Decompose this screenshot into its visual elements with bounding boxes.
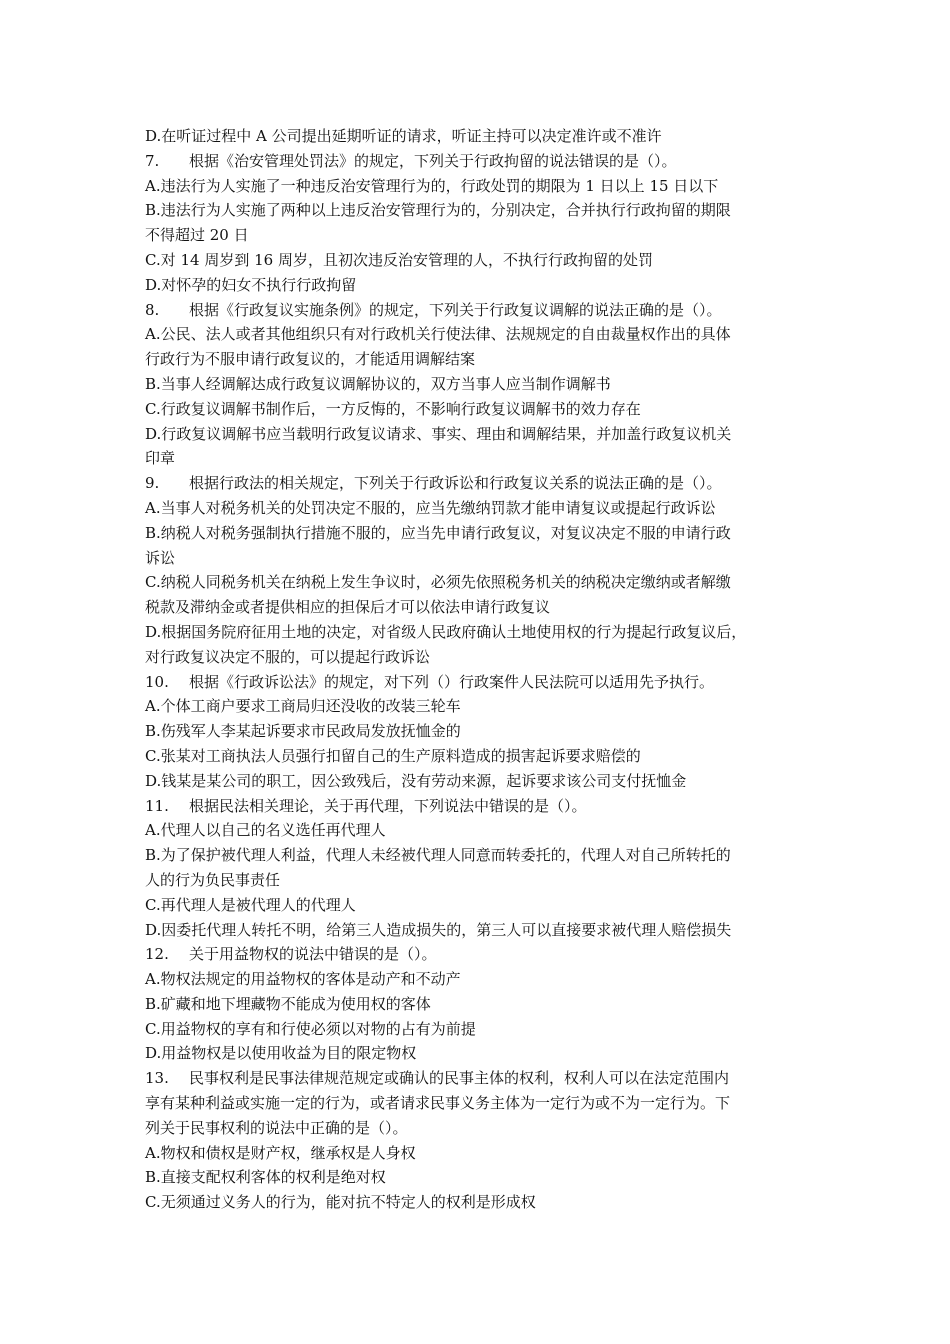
question-number: 7.	[145, 151, 160, 170]
text-line: A.物权和债权是财产权，继承权是人身权	[145, 1143, 416, 1162]
text-line: B.当事人经调解达成行政复议调解协议的，双方当事人应当制作调解书	[145, 374, 611, 393]
text-line: 对行政复议决定不服的，可以提起行政诉讼	[145, 647, 431, 666]
document-page	[145, 124, 825, 1215]
question-text: 根据《行政复议实施条例》的规定，下列关于行政复议调解的说法正确的是（）。	[189, 300, 722, 319]
text-line: C.纳税人同税务机关在纳税上发生争议时，必须先依照税务机关的纳税决定缴纳或者解缴	[145, 573, 731, 592]
text-line: C.对 14 周岁到 16 周岁，且初次违反治安管理的人，不执行行政拘留的处罚	[145, 250, 653, 269]
text-line: C.用益物权的享有和行使必须以对物的占有为前提	[145, 1019, 476, 1038]
text-line: 印章	[145, 449, 176, 468]
question-number: 11.	[145, 796, 169, 815]
text-line: 税款及滞纳金或者提供相应的担保后才可以依法申请行政复议	[145, 598, 551, 617]
question-line	[145, 670, 825, 695]
text-line: C.行政复议调解书制作后，一方反悔的，不影响行政复议调解书的效力存在	[145, 399, 641, 418]
text-line: D.在听证过程中 A 公司提出延期听证的请求，听证主持可以决定准许或不准许	[145, 127, 662, 145]
text-line: B.矿藏和地下埋藏物不能成为使用权的客体	[145, 994, 431, 1013]
text-line: B.直接支配权利客体的权利是绝对权	[145, 1168, 386, 1187]
text-line: D.根据国务院府征用土地的决定，对省级人民政府确认土地使用权的行为提起行政复议后，	[145, 622, 747, 641]
text-line: 人的行为负民事责任	[145, 870, 281, 889]
question-number: 10.	[145, 672, 169, 691]
question-number: 9.	[145, 474, 160, 493]
text-line: B.为了保护被代理人利益，代理人未经被代理人同意而转委托的，代理人对自己所转托的	[145, 846, 731, 865]
question-line	[145, 471, 825, 496]
question-text: 关于用益物权的说法中错误的是（）。	[189, 945, 437, 964]
text-line: C.无须通过义务人的行为，能对抗不特定人的权利是形成权	[145, 1193, 536, 1212]
text-line: A.个体工商户要求工商局归还没收的改装三轮车	[145, 697, 461, 716]
question-text: 根据民法相关理论，关于再代理，下列说法中错误的是（）。	[189, 796, 587, 815]
text-line: A.物权法规定的用益物权的客体是动产和不动产	[145, 970, 461, 989]
question-line	[145, 794, 825, 819]
question-line	[145, 942, 825, 967]
question-number: 12.	[145, 945, 169, 964]
text-line: D.钱某是某公司的职工，因公致残后，没有劳动来源，起诉要求该公司支付抚恤金	[145, 771, 687, 790]
text-line: C.张某对工商执法人员强行扣留自己的生产原料造成的损害起诉要求赔偿的	[145, 746, 641, 765]
question-line	[145, 298, 825, 323]
text-line: B.纳税人对税务强制执行措施不服的，应当先申请行政复议，对复议决定不服的申请行政	[145, 523, 731, 542]
text-line: D.因委托代理人转托不明，给第三人造成损失的，第三人可以直接要求被代理人赔偿损失	[145, 920, 732, 939]
question-number: 13.	[145, 1069, 169, 1088]
text-line: A.代理人以自己的名义选任再代理人	[145, 821, 386, 840]
text-line: 享有某种利益或实施一定的行为，或者请求民事义务主体为一定行为或不为一定行为。下	[145, 1094, 731, 1113]
text-line: B.伤残军人李某起诉要求市民政局发放抚恤金的	[145, 722, 461, 741]
text-line: B.违法行为人实施了两种以上违反治安管理行为的，分别决定，合并执行行政拘留的期限	[145, 201, 731, 220]
text-line: 列关于民事权利的说法中正确的是（）。	[145, 1118, 408, 1137]
text-line: C.再代理人是被代理人的代理人	[145, 895, 356, 914]
question-line	[145, 149, 825, 174]
question-text: 根据《行政诉讼法》的规定，对下列（）行政案件人民法院可以适用先予执行。	[189, 672, 715, 691]
text-line: 不得超过 20 日	[145, 226, 249, 245]
question-line	[145, 1066, 825, 1091]
text-line: A.当事人对税务机关的处罚决定不服的，应当先缴纳罚款才能申请复议或提起行政诉讼	[145, 498, 716, 517]
text-line: D.行政复议调解书应当载明行政复议请求、事实、理由和调解结果，并加盖行政复议机关	[145, 424, 732, 443]
text-line: D.对怀孕的妇女不执行行政拘留	[145, 275, 357, 294]
question-text: 根据行政法的相关规定，下列关于行政诉讼和行政复议关系的说法正确的是（）。	[189, 474, 722, 493]
text-line: 行政行为不服申请行政复议的，才能适用调解结案	[145, 350, 476, 369]
text-line: A.公民、法人或者其他组织只有对行政机关行使法律、法规规定的自由裁量权作出的具体	[145, 325, 731, 344]
text-line: 诉讼	[145, 548, 176, 567]
text-line: D.用益物权是以使用收益为目的限定物权	[145, 1044, 417, 1063]
question-text: 根据《治安管理处罚法》的规定，下列关于行政拘留的说法错误的是（）。	[189, 151, 677, 170]
question-text: 民事权利是民事法律规范规定或确认的民事主体的权利，权利人可以在法定范围内	[189, 1069, 730, 1088]
text-line: A.违法行为人实施了一种违反治安管理行为的，行政处罚的期限为 1 日以上 15 日以下	[145, 176, 719, 195]
question-number: 8.	[145, 300, 160, 319]
